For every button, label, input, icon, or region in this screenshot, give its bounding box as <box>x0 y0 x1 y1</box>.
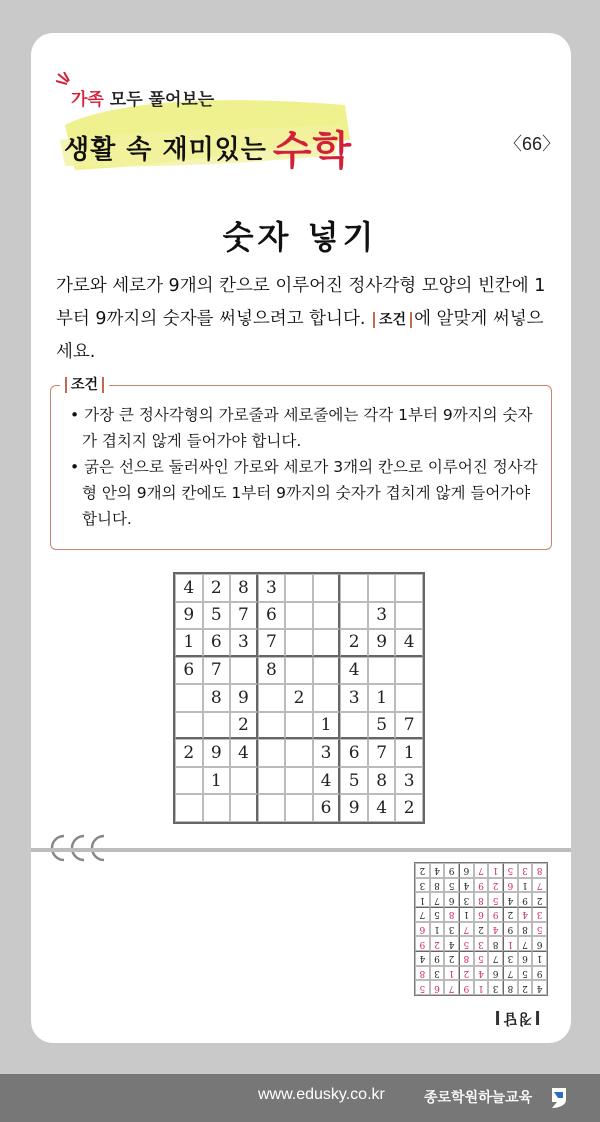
answer-cell: 2 <box>503 907 518 922</box>
sudoku-cell <box>258 794 286 822</box>
answer-cell: 6 <box>503 878 518 893</box>
sudoku-cell <box>395 684 423 712</box>
condition-item: • 굵은 선으로 둘러싸인 가로와 세로가 3개의 칸으로 이루어진 정사각형 안의 9개의 칸에도 1부터 9까지의 숫자가 겹치게 않게 들어가야 합니다. <box>70 458 538 528</box>
brand-title: 생활 속 재미있는 수학 <box>64 128 353 174</box>
answer-cell: 8 <box>459 951 474 966</box>
footer-org: 종로학원하늘교육 <box>424 1090 533 1106</box>
sudoku-cell <box>175 767 203 795</box>
sudoku-cell: 5 <box>368 712 396 740</box>
sudoku-cell: 1 <box>395 739 423 767</box>
answer-cell: 3 <box>444 922 459 937</box>
answer-cell: 9 <box>415 936 430 951</box>
conditions-label: 조건 <box>60 374 109 393</box>
sudoku-cell <box>395 574 423 602</box>
answer-cell: 1 <box>459 907 474 922</box>
sudoku-cell <box>340 712 368 740</box>
answer-cell: 5 <box>518 966 533 981</box>
answer-cell: 6 <box>488 966 503 981</box>
sudoku-cell: 9 <box>175 602 203 630</box>
answer-cell: 7 <box>459 922 474 937</box>
answer-cell: 1 <box>532 951 547 966</box>
sudoku-cell: 7 <box>395 712 423 740</box>
sudoku-cell <box>175 684 203 712</box>
sudoku-cell: 1 <box>203 767 231 795</box>
sudoku-cell: 6 <box>203 629 231 657</box>
sudoku-cell: 4 <box>395 629 423 657</box>
sudoku-puzzle-grid <box>173 572 425 824</box>
answer-cell: 7 <box>532 878 547 893</box>
answer-cell: 8 <box>444 907 459 922</box>
sudoku-cell <box>285 602 313 630</box>
answer-cell: 5 <box>503 863 518 878</box>
answer-cell: 6 <box>430 980 445 995</box>
sudoku-cell: 3 <box>258 574 286 602</box>
answer-cell: 6 <box>415 922 430 937</box>
answer-cell: 4 <box>532 980 547 995</box>
section-divider <box>31 848 571 852</box>
answer-cell: 4 <box>459 878 474 893</box>
sudoku-cell <box>175 712 203 740</box>
sudoku-cell: 6 <box>175 657 203 685</box>
sudoku-cell: 2 <box>230 712 258 740</box>
answer-cell: 6 <box>474 907 489 922</box>
sudoku-cell: 6 <box>340 739 368 767</box>
sudoku-cell: 9 <box>340 794 368 822</box>
answer-cell: 1 <box>444 966 459 981</box>
answer-cell: 9 <box>518 892 533 907</box>
sudoku-cell <box>368 657 396 685</box>
answer-cell: 9 <box>503 922 518 937</box>
sudoku-cell: 1 <box>175 629 203 657</box>
answer-cell: 1 <box>415 892 430 907</box>
answer-cell: 3 <box>532 907 547 922</box>
answer-cell: 5 <box>415 980 430 995</box>
answer-cell: 2 <box>459 966 474 981</box>
sudoku-cell: 7 <box>230 602 258 630</box>
sudoku-cell: 9 <box>368 629 396 657</box>
sudoku-cell: 2 <box>175 739 203 767</box>
answer-cell: 8 <box>503 980 518 995</box>
answer-label: 정답 <box>492 1009 543 1029</box>
sudoku-cell: 3 <box>395 767 423 795</box>
sudoku-cell <box>203 712 231 740</box>
answer-cell: 7 <box>474 863 489 878</box>
answer-cell: 4 <box>474 966 489 981</box>
answer-cell: 8 <box>415 966 430 981</box>
sudoku-cell: 8 <box>230 574 258 602</box>
condition-item: • 가장 큰 정사각형의 가로줄과 세로줄에는 각각 1부터 9까지의 숫자가 겹치지 않게 들어가야 합니다. <box>70 406 533 450</box>
answer-cell: 9 <box>488 907 503 922</box>
issue-number: 〈66〉 <box>504 134 561 154</box>
answer-cell: 1 <box>474 980 489 995</box>
sudoku-cell <box>395 602 423 630</box>
answer-cell: 4 <box>430 863 445 878</box>
sudoku-cell: 2 <box>285 684 313 712</box>
answer-grid <box>414 862 548 996</box>
answer-cell: 7 <box>415 907 430 922</box>
answer-cell: 6 <box>444 892 459 907</box>
answer-cell: 6 <box>532 936 547 951</box>
answer-cell: 8 <box>488 936 503 951</box>
sudoku-cell <box>395 657 423 685</box>
sudoku-cell: 2 <box>340 629 368 657</box>
answer-cell: 9 <box>532 966 547 981</box>
sudoku-cell <box>340 574 368 602</box>
sudoku-cell: 4 <box>340 657 368 685</box>
sudoku-cell <box>285 574 313 602</box>
sudoku-cell: 7 <box>203 657 231 685</box>
sudoku-cell: 2 <box>203 574 231 602</box>
answer-cell: 4 <box>415 951 430 966</box>
answer-cell: 4 <box>518 907 533 922</box>
answer-cell: 9 <box>459 980 474 995</box>
sudoku-cell: 3 <box>230 629 258 657</box>
sudoku-cell <box>285 629 313 657</box>
sudoku-cell <box>285 767 313 795</box>
answer-cell: 7 <box>430 892 445 907</box>
answer-cell: 2 <box>532 892 547 907</box>
sudoku-cell: 7 <box>368 739 396 767</box>
sudoku-cell <box>285 739 313 767</box>
sudoku-cell: 3 <box>340 684 368 712</box>
answer-cell: 5 <box>444 878 459 893</box>
answer-cell: 3 <box>430 966 445 981</box>
answer-cell: 7 <box>518 936 533 951</box>
condition-tag: 조건 <box>373 312 412 328</box>
sudoku-cell <box>313 629 341 657</box>
sudoku-cell: 4 <box>313 767 341 795</box>
footer-url[interactable]: www.edusky.co.kr <box>258 1086 385 1103</box>
sudoku-cell <box>313 684 341 712</box>
sudoku-cell <box>230 657 258 685</box>
conditions-list <box>66 402 542 532</box>
sudoku-cell <box>258 739 286 767</box>
sudoku-cell <box>313 602 341 630</box>
brand-math: 수학 <box>272 128 353 174</box>
intro-text: 가로와 세로가 9개의 칸으로 이루어진 정사각형 모양의 빈칸에 1부터 9까지의 숫자를 써넣으려고 합니다. 조건 에 알맞게 써넣으세요. <box>56 276 546 362</box>
sudoku-cell <box>258 684 286 712</box>
sudoku-cell <box>258 767 286 795</box>
sudoku-cell <box>285 712 313 740</box>
answer-cell: 8 <box>474 892 489 907</box>
sudoku-cell <box>230 767 258 795</box>
answer-cell: 2 <box>488 878 503 893</box>
sudoku-cell <box>368 574 396 602</box>
answer-cell: 4 <box>444 936 459 951</box>
sudoku-cell: 6 <box>313 794 341 822</box>
sudoku-cell: 8 <box>258 657 286 685</box>
sudoku-cell: 9 <box>230 684 258 712</box>
answer-cell: 3 <box>503 951 518 966</box>
answer-cell: 5 <box>459 936 474 951</box>
sudoku-cell: 5 <box>203 602 231 630</box>
answer-cell: 5 <box>474 951 489 966</box>
sudoku-cell <box>230 794 258 822</box>
sudoku-cell <box>285 794 313 822</box>
answer-cell: 3 <box>518 863 533 878</box>
answer-cell: 9 <box>474 878 489 893</box>
answer-cell: 8 <box>518 922 533 937</box>
answer-cell: 3 <box>459 892 474 907</box>
sudoku-cell: 4 <box>175 574 203 602</box>
answer-cell: 4 <box>503 892 518 907</box>
sudoku-cell <box>313 574 341 602</box>
answer-cell: 9 <box>430 951 445 966</box>
sudoku-cell <box>313 657 341 685</box>
sudoku-cell <box>175 794 203 822</box>
answer-cell: 2 <box>518 980 533 995</box>
sudoku-cell <box>258 712 286 740</box>
sudoku-cell: 1 <box>368 684 396 712</box>
answer-cell: 1 <box>430 922 445 937</box>
org-logo-icon <box>549 1086 569 1110</box>
answer-cell: 9 <box>444 863 459 878</box>
answer-cell: 2 <box>474 922 489 937</box>
brand-tagline: 가족 모두 풀어보는 <box>71 90 215 110</box>
sudoku-cell: 8 <box>368 767 396 795</box>
answer-cell: 1 <box>503 936 518 951</box>
sudoku-cell: 1 <box>313 712 341 740</box>
answer-cell: 4 <box>488 922 503 937</box>
sudoku-cell <box>285 657 313 685</box>
sudoku-cell: 3 <box>368 602 396 630</box>
sudoku-cell: 4 <box>230 739 258 767</box>
sudoku-cell: 9 <box>203 739 231 767</box>
sudoku-cell: 7 <box>258 629 286 657</box>
answer-cell: 5 <box>488 892 503 907</box>
answer-cell: 5 <box>430 907 445 922</box>
answer-cell: 6 <box>518 951 533 966</box>
page-title: 숫자 넣기 <box>222 218 378 256</box>
sudoku-cell: 8 <box>203 684 231 712</box>
sudoku-cell: 4 <box>368 794 396 822</box>
answer-cell: 6 <box>459 863 474 878</box>
sudoku-cell: 5 <box>340 767 368 795</box>
answer-cell: 7 <box>488 951 503 966</box>
sudoku-cell: 2 <box>395 794 423 822</box>
sudoku-cell <box>203 794 231 822</box>
answer-cell: 3 <box>415 878 430 893</box>
answer-cell: 7 <box>444 980 459 995</box>
sudoku-cell: 3 <box>313 739 341 767</box>
answer-cell: 3 <box>474 936 489 951</box>
sudoku-cell: 6 <box>258 602 286 630</box>
answer-cell: 5 <box>532 922 547 937</box>
answer-cell: 1 <box>488 863 503 878</box>
answer-cell: 2 <box>415 863 430 878</box>
answer-cell: 2 <box>444 951 459 966</box>
sudoku-cell <box>340 602 368 630</box>
answer-cell: 1 <box>518 878 533 893</box>
answer-cell: 8 <box>430 878 445 893</box>
answer-cell: 8 <box>532 863 547 878</box>
answer-cell: 3 <box>488 980 503 995</box>
answer-cell: 7 <box>503 966 518 981</box>
answer-cell: 2 <box>430 936 445 951</box>
